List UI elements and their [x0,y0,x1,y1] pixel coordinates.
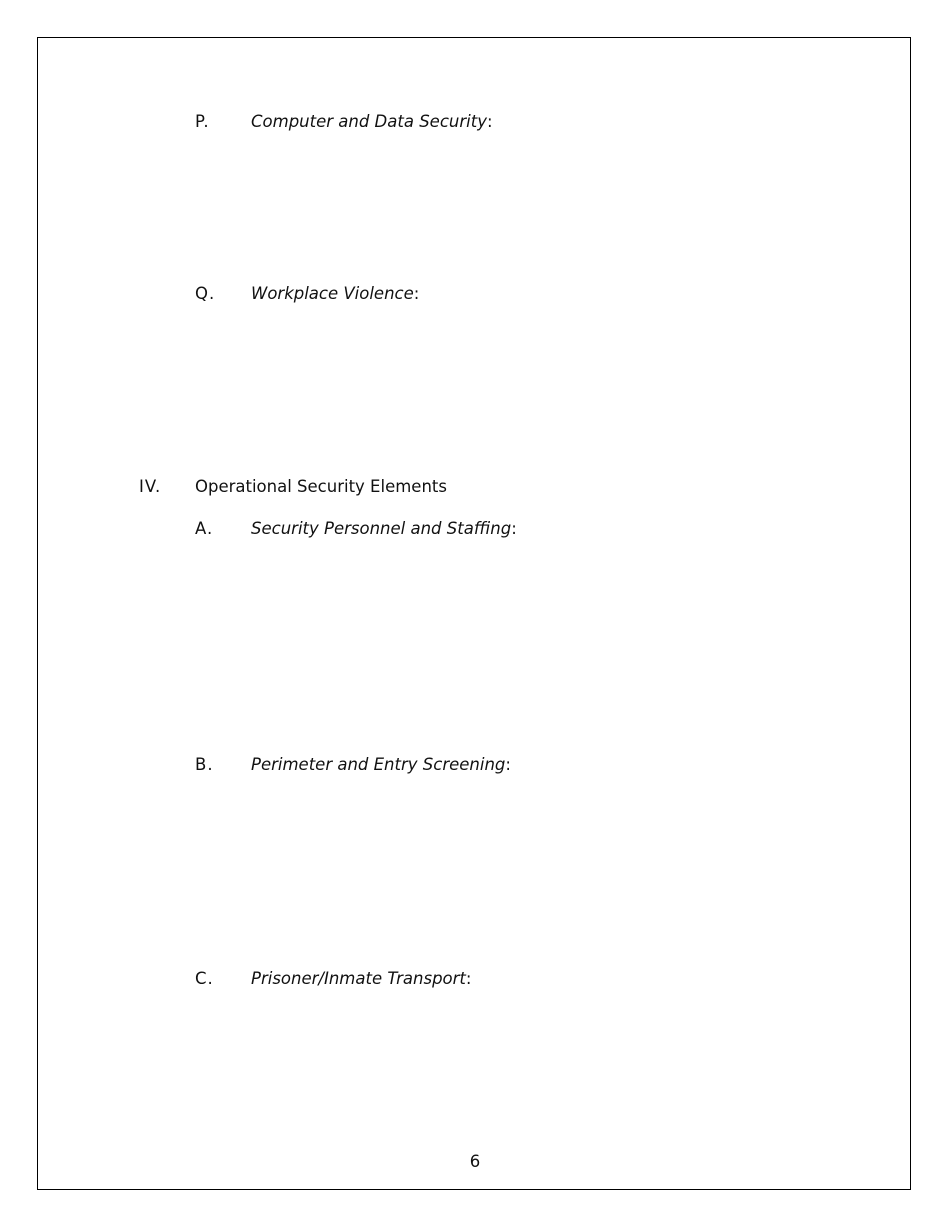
section-title-text: Computer and Data Security [251,112,487,131]
page-number: 6 [469,1152,481,1171]
section-title-colon: : [505,755,511,774]
section-title [251,112,493,132]
section-title [251,519,517,539]
section-title [251,284,419,304]
page-frame [37,37,911,1190]
chapter-heading: Operational Security Elements [195,477,447,496]
section-marker: P. [195,112,210,131]
section-marker: A. [195,519,214,538]
section-title-text: Workplace Violence [251,284,414,303]
section-title-text: Prisoner/Inmate Transport [251,969,466,988]
section-title [251,755,511,775]
section-title-colon: : [486,112,493,131]
section-title-text: Perimeter and Entry Screening [251,755,506,774]
section-marker: C. [195,969,214,988]
section-title-colon: : [413,284,420,303]
section-marker: Q. [195,284,216,303]
section-marker: B. [195,755,214,774]
chapter-marker: IV. [139,477,162,496]
section-title [251,969,471,989]
section-title-colon: : [511,519,517,538]
section-title-text: Security Personnel and Staffing [251,519,512,538]
section-title-colon: : [465,969,472,988]
